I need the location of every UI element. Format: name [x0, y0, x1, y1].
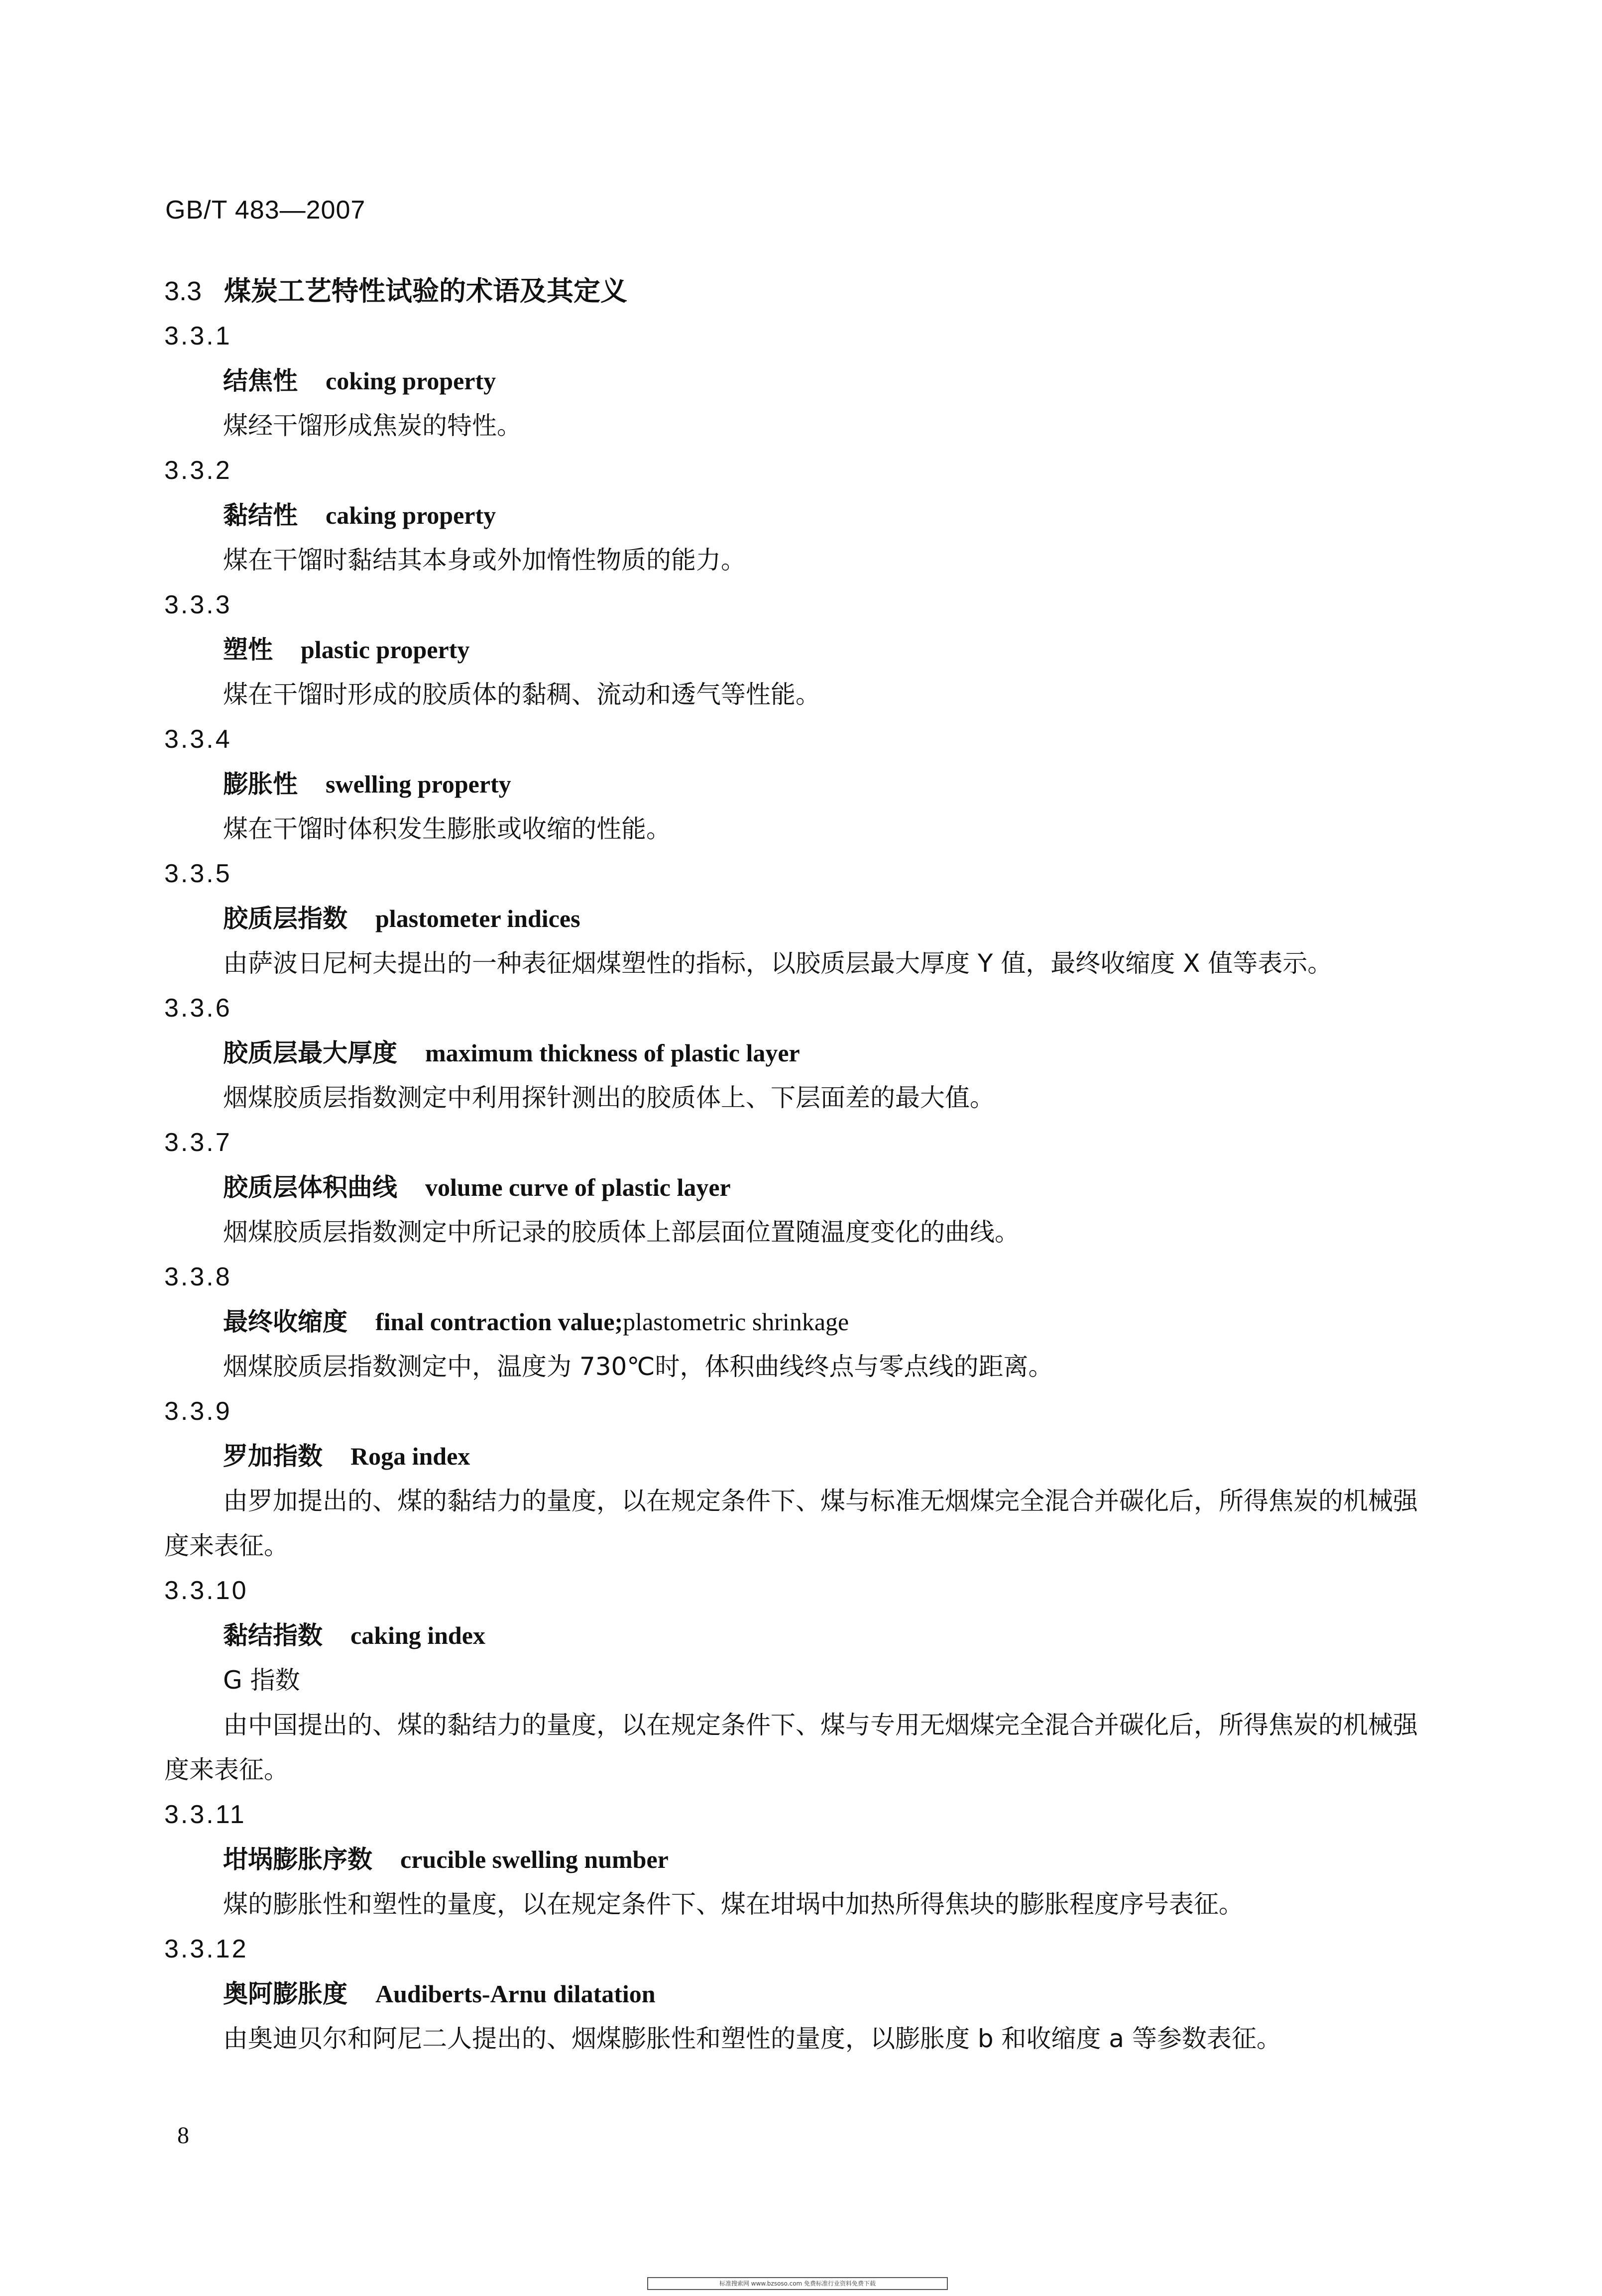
footer-stamp: 标准搜索网 www.bzsoso.com 免费标准行业资料免费下载	[647, 2277, 948, 2290]
term-number: 3.3.11	[164, 1800, 246, 1829]
page-number: 8	[177, 2122, 189, 2149]
term-en: caking property	[326, 501, 496, 529]
term-heading	[164, 1613, 1439, 1658]
term-zh: 罗加指数	[223, 1442, 323, 1471]
term-definition: 由奥迪贝尔和阿尼二人提出的、烟煤膨胀性和塑性的量度，以膨胀度 b 和收缩度 a 等参数表征。	[223, 2024, 1281, 2053]
term-en: coking property	[326, 367, 496, 395]
term-definition: 煤在干馏时黏结其本身或外加惰性物质的能力。	[223, 546, 746, 574]
term-synonym: G 指数	[223, 1666, 300, 1695]
term-heading	[164, 358, 1439, 403]
term-heading	[164, 1299, 1439, 1344]
term-zh: 胶质层体积曲线	[223, 1173, 397, 1202]
term-zh: 坩埚膨胀序数	[223, 1845, 372, 1874]
term-definition: 由萨波日尼柯夫提出的一种表征烟煤塑性的指标，以胶质层最大厚度 Y 值，最终收缩度 X 值等表示。	[223, 949, 1333, 978]
term-number: 3.3.8	[164, 1263, 232, 1291]
term-heading	[164, 627, 1439, 672]
term-en: Audiberts-Arnu dilatation	[375, 1980, 656, 2008]
term-zh: 结焦性	[223, 366, 298, 395]
term-number: 3.3.4	[164, 725, 232, 754]
term-en: crucible swelling number	[400, 1845, 669, 1873]
term-en: maximum thickness of plastic layer	[425, 1039, 800, 1067]
term-heading	[164, 1165, 1439, 1210]
term-number: 3.3.12	[164, 1935, 248, 1963]
term-zh: 塑性	[223, 635, 273, 664]
term-definition: 烟煤胶质层指数测定中所记录的胶质体上部层面位置随温度变化的曲线。	[223, 1218, 1020, 1247]
term-definition: 煤经干馏形成焦炭的特性。	[223, 411, 522, 440]
content-area	[164, 269, 1439, 2061]
term-en: caking index	[350, 1621, 485, 1649]
term-definition: 煤的膨胀性和塑性的量度，以在规定条件下、煤在坩埚中加热所得焦块的膨胀程度序号表征。	[223, 1890, 1244, 1919]
term-number: 3.3.10	[164, 1576, 248, 1605]
term-en: final contraction value;	[375, 1308, 623, 1336]
term-en: Roga index	[350, 1442, 470, 1470]
term-definition: 烟煤胶质层指数测定中利用探针测出的胶质体上、下层面差的最大值。	[223, 1083, 995, 1112]
term-definition: 烟煤胶质层指数测定中，温度为 730℃时，体积曲线终点与零点线的距离。	[223, 1352, 1053, 1381]
term-heading	[164, 1971, 1439, 2016]
term-zh: 奥阿膨胀度	[223, 1979, 347, 2008]
term-heading	[164, 896, 1439, 941]
term-en-alt: plastometric shrinkage	[623, 1308, 849, 1336]
term-number: 3.3.2	[164, 456, 232, 485]
term-zh: 胶质层最大厚度	[223, 1038, 397, 1067]
section-title: 煤炭工艺特性试验的术语及其定义	[224, 275, 627, 307]
term-definition: 煤在干馏时形成的胶质体的黏稠、流动和透气等性能。	[223, 680, 820, 709]
term-heading	[164, 1434, 1439, 1479]
section-heading	[164, 269, 1439, 314]
term-zh: 黏结性	[223, 501, 298, 530]
term-en: volume curve of plastic layer	[425, 1173, 731, 1201]
term-number: 3.3.9	[164, 1397, 232, 1426]
standard-code: GB/T 483—2007	[165, 196, 366, 225]
term-definition: 由中国提出的、煤的黏结力的量度，以在规定条件下、煤与专用无烟煤完全混合并碳化后，所得焦炭的机械强度来表征。	[164, 1711, 1418, 1784]
term-zh: 胶质层指数	[223, 904, 347, 933]
term-en: plastic property	[301, 636, 470, 664]
term-number: 3.3.6	[164, 994, 232, 1023]
term-en: swelling property	[326, 770, 511, 798]
section-number: 3.3	[164, 276, 202, 306]
term-number: 3.3.7	[164, 1128, 232, 1157]
term-zh: 膨胀性	[223, 770, 298, 799]
term-zh: 最终收缩度	[223, 1307, 347, 1336]
term-heading	[164, 762, 1439, 806]
term-heading	[164, 1031, 1439, 1075]
term-number: 3.3.1	[164, 322, 232, 350]
term-definition: 由罗加提出的、煤的黏结力的量度，以在规定条件下、煤与标准无烟煤完全混合并碳化后，所得焦炭的机械强度来表征。	[164, 1487, 1418, 1560]
term-zh: 黏结指数	[223, 1621, 323, 1650]
term-definition: 煤在干馏时体积发生膨胀或收缩的性能。	[223, 814, 671, 843]
term-heading	[164, 1837, 1439, 1882]
term-en: plastometer indices	[375, 905, 580, 932]
term-number: 3.3.3	[164, 590, 232, 619]
term-number: 3.3.5	[164, 859, 232, 888]
term-heading	[164, 493, 1439, 538]
